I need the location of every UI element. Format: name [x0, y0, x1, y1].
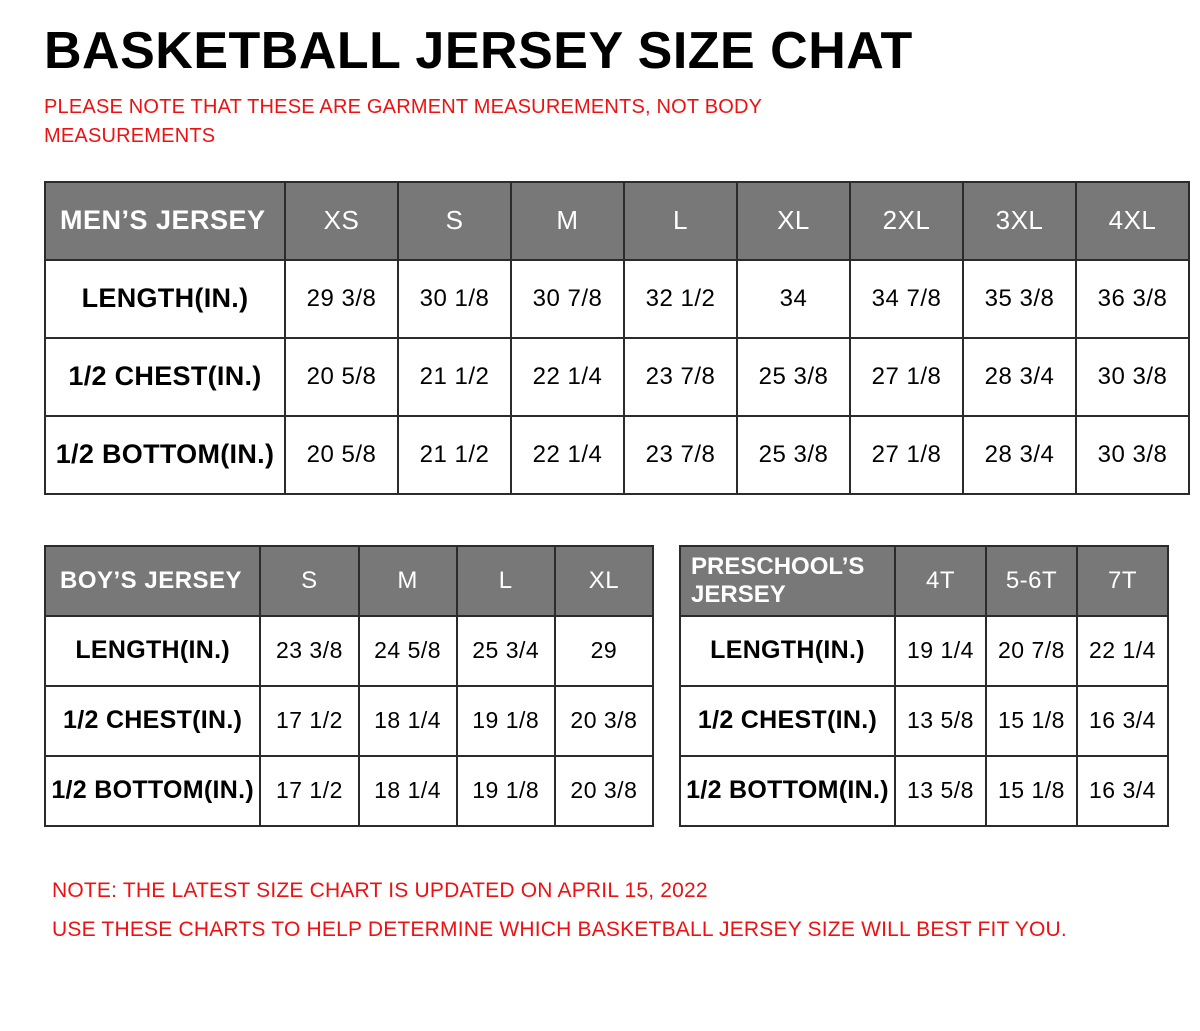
table-cell: 27 1/8	[850, 338, 963, 416]
column-header-size: 7T	[1077, 546, 1168, 616]
table-row	[45, 260, 1189, 338]
column-header-size: XL	[555, 546, 653, 616]
row-label: LENGTH(IN.)	[45, 260, 285, 338]
table-cell: 27 1/8	[850, 416, 963, 494]
table-cell: 22 1/4	[1077, 616, 1168, 686]
table-row	[45, 416, 1189, 494]
table-cell: 23 7/8	[624, 416, 737, 494]
table-cell: 35 3/8	[963, 260, 1076, 338]
table-row	[45, 338, 1189, 416]
table-row	[680, 756, 1168, 826]
table-cell: 20 3/8	[555, 686, 653, 756]
table-cell: 16 3/4	[1077, 686, 1168, 756]
table-cell: 34 7/8	[850, 260, 963, 338]
row-label: LENGTH(IN.)	[45, 616, 260, 686]
table-cell: 20 3/8	[555, 756, 653, 826]
table-cell: 15 1/8	[986, 756, 1077, 826]
column-header-size: M	[359, 546, 457, 616]
table-cell: 13 5/8	[895, 686, 986, 756]
row-label: 1/2 BOTTOM(IN.)	[45, 416, 285, 494]
column-header-size: 4XL	[1076, 182, 1189, 260]
table-cell: 18 1/4	[359, 686, 457, 756]
row-label: 1/2 BOTTOM(IN.)	[45, 756, 260, 826]
table-cell: 21 1/2	[398, 338, 511, 416]
column-header-size: 5-6T	[986, 546, 1077, 616]
size-chart-page	[0, 24, 1200, 1031]
table-cell: 25 3/8	[737, 338, 850, 416]
row-label: 1/2 CHEST(IN.)	[680, 686, 895, 756]
table-header-row	[45, 546, 653, 616]
column-header-size: 3XL	[963, 182, 1076, 260]
table-row	[45, 756, 653, 826]
column-header-size: XL	[737, 182, 850, 260]
preschool-table-title: PRESCHOOL’S JERSEY	[680, 546, 895, 616]
table-cell: 32 1/2	[624, 260, 737, 338]
table-cell: 17 1/2	[260, 686, 358, 756]
table-cell: 30 7/8	[511, 260, 624, 338]
usage-note: USE THESE CHARTS TO HELP DETERMINE WHICH BASKETBALL JERSEY SIZE WILL BEST FIT YOU.	[52, 918, 1067, 942]
boys-table-title: BOY’S JERSEY	[45, 546, 260, 616]
row-label: 1/2 CHEST(IN.)	[45, 338, 285, 416]
table-cell: 25 3/8	[737, 416, 850, 494]
lower-tables-container	[44, 545, 1176, 827]
table-cell: 29	[555, 616, 653, 686]
garment-measurement-note: PLEASE NOTE THAT THESE ARE GARMENT MEASUREMENTS, NOT BODY MEASUREMENTS	[44, 95, 762, 147]
mens-table-title: MEN’S JERSEY	[45, 182, 285, 260]
table-cell: 22 1/4	[511, 338, 624, 416]
column-header-size: S	[398, 182, 511, 260]
table-header-row	[680, 546, 1168, 616]
table-cell: 30 1/8	[398, 260, 511, 338]
table-cell: 18 1/4	[359, 756, 457, 826]
column-header-size: S	[260, 546, 358, 616]
boys-jersey-size-table	[44, 545, 654, 827]
table-cell: 30 3/8	[1076, 416, 1189, 494]
table-cell: 23 7/8	[624, 338, 737, 416]
table-cell: 22 1/4	[511, 416, 624, 494]
mens-jersey-size-table	[44, 181, 1190, 495]
table-cell: 19 1/4	[895, 616, 986, 686]
table-cell: 21 1/2	[398, 416, 511, 494]
column-header-size: L	[457, 546, 555, 616]
update-note: NOTE: THE LATEST SIZE CHART IS UPDATED ON APRIL 15, 2022	[52, 878, 708, 902]
table-cell: 13 5/8	[895, 756, 986, 826]
table-row	[45, 616, 653, 686]
table-cell: 28 3/4	[963, 416, 1076, 494]
row-label: 1/2 CHEST(IN.)	[45, 686, 260, 756]
row-label: 1/2 BOTTOM(IN.)	[680, 756, 895, 826]
column-header-size: 4T	[895, 546, 986, 616]
column-header-size: M	[511, 182, 624, 260]
table-cell: 28 3/4	[963, 338, 1076, 416]
table-cell: 19 1/8	[457, 756, 555, 826]
table-cell: 24 5/8	[359, 616, 457, 686]
table-cell: 19 1/8	[457, 686, 555, 756]
table-cell: 30 3/8	[1076, 338, 1189, 416]
page-title: BASKETBALL JERSEY SIZE CHAT	[44, 22, 913, 80]
row-label: LENGTH(IN.)	[680, 616, 895, 686]
table-cell: 20 5/8	[285, 338, 398, 416]
table-cell: 20 7/8	[986, 616, 1077, 686]
column-header-size: XS	[285, 182, 398, 260]
table-row	[45, 686, 653, 756]
column-header-size: 2XL	[850, 182, 963, 260]
table-row	[680, 616, 1168, 686]
table-header-row	[45, 182, 1189, 260]
table-cell: 34	[737, 260, 850, 338]
table-cell: 25 3/4	[457, 616, 555, 686]
footer-notes	[52, 871, 1176, 951]
table-cell: 17 1/2	[260, 756, 358, 826]
table-cell: 36 3/8	[1076, 260, 1189, 338]
table-cell: 20 5/8	[285, 416, 398, 494]
table-cell: 23 3/8	[260, 616, 358, 686]
table-cell: 29 3/8	[285, 260, 398, 338]
table-cell: 15 1/8	[986, 686, 1077, 756]
preschool-jersey-size-table	[679, 545, 1169, 827]
column-header-size: L	[624, 182, 737, 260]
table-cell: 16 3/4	[1077, 756, 1168, 826]
table-row	[680, 686, 1168, 756]
